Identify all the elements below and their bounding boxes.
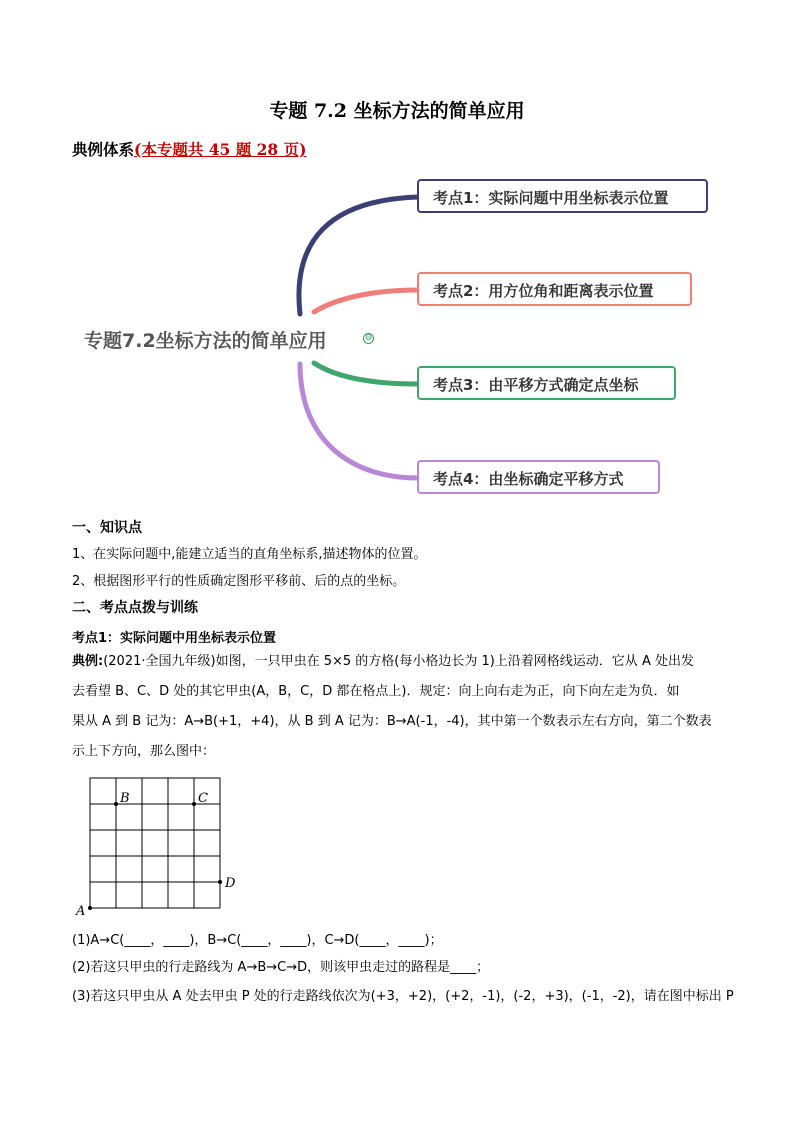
question-2: (2)若这只甲虫的行走路线为 A→B→C→D，则该甲虫走过的路程是____； <box>72 960 490 975</box>
connector-3 <box>314 363 418 384</box>
knowledge-item-1: 1、在实际问题中,能建立适当的直角坐标系,描述物体的位置。 <box>72 547 427 562</box>
example-line-3: 果从 A 到 B 记为：A→B(+1，+4)，从 B 到 A 记为：B→A(-1，-4)，其中第一个数表示左右方向，第二个数表 <box>72 714 712 729</box>
mindmap-node-4[interactable]: 考点4：由坐标确定平移方式 <box>417 460 660 494</box>
example-lead: 典例: <box>72 654 104 669</box>
question-1: (1)A→C(____，____)，B→C(____，____)，C→D(____，____)； <box>72 933 443 948</box>
section2-heading: 二、考点点拨与训练 <box>72 600 198 616</box>
grid-point-C <box>192 802 196 806</box>
mindmap-node-2[interactable]: 考点2：用方位角和距离表示位置 <box>417 272 692 306</box>
collapse-icon[interactable]: ⊖ <box>364 333 373 343</box>
example-line-4: 示上下方向，那么图中： <box>72 744 216 759</box>
example-line-2: 去看望 B、C、D 处的其它甲虫(A，B，C，D 都在格点上)．规定：向上向右走为正，向下向左走为负．如 <box>72 684 680 699</box>
grid-figure <box>70 770 250 922</box>
grid-label-D: D <box>225 876 236 891</box>
system-label: 典例体系 <box>72 140 135 159</box>
grid-point-A <box>88 906 92 910</box>
mindmap-node-3[interactable]: 考点3：由平移方式确定点坐标 <box>417 366 676 400</box>
page-title: 专题 7.2 坐标方法的简单应用 <box>269 100 525 122</box>
mindmap-center-topic: 专题7.2坐标方法的简单应用 <box>84 330 327 352</box>
system-note: (本专题共 45 题 28 页) <box>134 140 307 159</box>
grid-label-A: A <box>76 904 86 919</box>
connector-2 <box>314 290 418 312</box>
question-3: (3)若这只甲虫从 A 处去甲虫 P 处的行走路线依次为(+3，+2)，(+2，-1)，(-2，+3)，(-1，-2)，请在图中标出 P <box>72 989 734 1004</box>
kaodian1-heading: 考点1：实际问题中用坐标表示位置 <box>72 631 277 646</box>
mindmap-node-1[interactable]: 考点1：实际问题中用坐标表示位置 <box>417 179 708 213</box>
example-line-1: 典例:(2021·全国九年级)如图，一只甲虫在 5×5 的方格(每小格边长为 1)上沿着网格线运动．它从 A 处出发 <box>72 654 694 669</box>
mindmap-connectors <box>0 0 794 520</box>
section1-heading: 一、知识点 <box>72 520 142 536</box>
grid-point-D <box>218 880 222 884</box>
grid-label-C: C <box>198 791 208 806</box>
grid-point-B <box>114 802 118 806</box>
grid-label-B: B <box>120 791 130 806</box>
example-text <box>72 647 724 767</box>
knowledge-item-2: 2、根据图形平行的性质确定图形平移前、后的点的坐标。 <box>72 574 406 589</box>
